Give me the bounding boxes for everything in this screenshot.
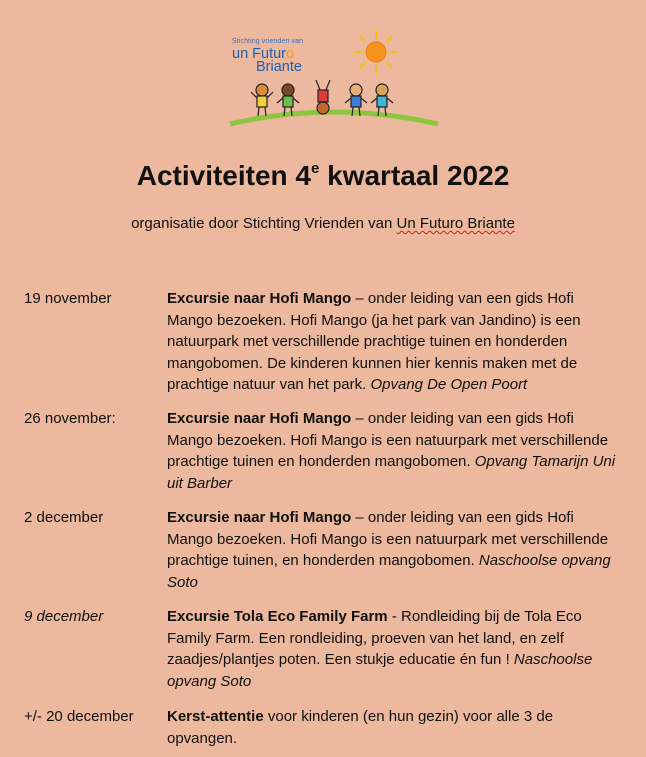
activity-date: 19 november: [24, 290, 112, 307]
activity-description: Excursie naar Hofi Mango – onder leiding van een gids Hofi Mango bezoeken. Hofi Mango (ja het park van Jandino) is een natuurpark met verschillende prachtige tuinen en honderden mangobomen. De kinderen kunnen hier kennis maken met de prachtige natuur van het park. Opvang De Open Poort: [167, 290, 581, 394]
activity-date: +/- 20 december: [24, 708, 134, 725]
foundation-logo: [228, 28, 443, 128]
activity-date: 2 december: [24, 509, 104, 526]
logo-tagline: Stichting vrienden van: [232, 38, 304, 45]
grass-arc: [230, 112, 438, 124]
activity-description: Excursie naar Hofi Mango – onder leiding van een gids Hofi Mango bezoeken. Hofi Mango is een natuurpark met verschillende prachtige tuinen, en honderden mangobomen. Naschoolse opvang Soto: [167, 509, 611, 591]
subtitle-org-name: Un Futuro Briante: [396, 215, 515, 232]
page-title: Activiteiten 4e kwartaal 2022: [136, 160, 510, 191]
sun-icon: [354, 30, 398, 74]
activity-date: 9 december: [24, 608, 104, 625]
activity-description: Kerst-attentie voor kinderen (en hun gezin) voor alle 3 de opvangen.: [167, 708, 554, 747]
kids-illustration: [251, 80, 393, 116]
activity-description: Excursie Tola Eco Family Farm - Rondleiding bij de Tola Eco Family Farm. Een rondleiding, proeven van het land, en zelf zaadjes/plantjes poten. Een stukje educatie én fun ! Naschoolse opvang Soto: [167, 608, 593, 690]
activity-description: Excursie naar Hofi Mango – onder leiding van een gids Hofi Mango bezoeken. Hofi Mango is een natuurpark met verschillende prachtige tuinen en honderden mangobomen. Opvang Tamarijn Uni uit Barber: [167, 410, 616, 492]
activity-date: 26 november:: [24, 410, 116, 427]
logo-wordmark: un Futuro Briante: [232, 46, 302, 75]
page-subtitle: organisatie door Stichting Vrienden van Un Futuro Briante: [131, 215, 515, 232]
